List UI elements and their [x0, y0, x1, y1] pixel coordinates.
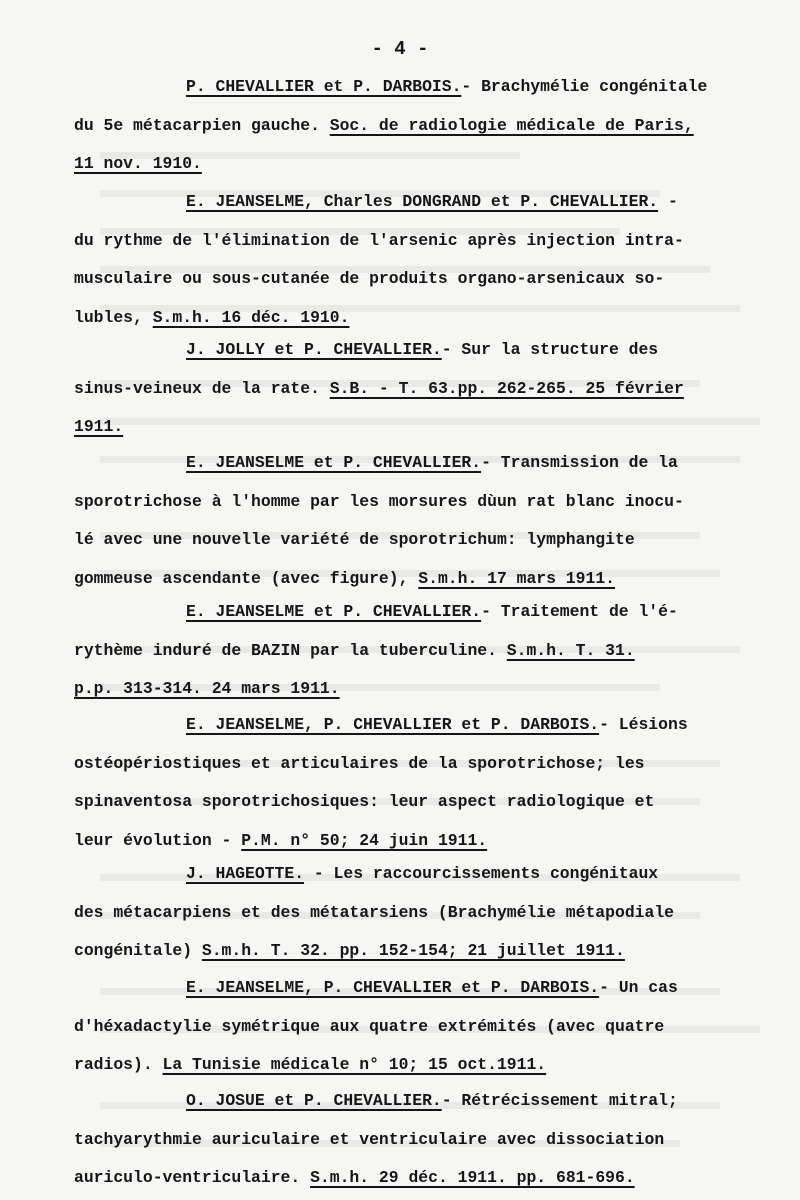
entry-title: congénitale) — [74, 941, 202, 960]
entry-title: radios). — [74, 1055, 163, 1074]
entry-reference: S.m.h. T. 31. — [506, 640, 635, 660]
bibliography-entry — [74, 68, 774, 184]
entry-line — [74, 331, 774, 370]
entry-line — [74, 145, 774, 184]
entry-title: sinus-veineux de la rate. — [74, 378, 330, 398]
entry-line: d'héxadactylie symétrique aux quatre extrémités (avec quatre — [74, 1016, 665, 1036]
entry-title: - Brachymélie congénitale — [461, 77, 708, 96]
entry-line: spinaventosa sporotrichosiques: leur aspect radiologique et — [74, 792, 655, 811]
entry-line — [74, 969, 774, 1008]
entry-reference: S.B. - T. 63.pp. 262-265. 25 février — [329, 378, 684, 398]
entry-line — [74, 107, 774, 146]
page-number: - 4 - — [371, 38, 429, 60]
entry-authors: O. JOSUE et P. CHEVALLIER. — [186, 1091, 442, 1110]
entry-line — [74, 855, 774, 894]
entry-authors: E. JEANSELME, Charles DONGRAND et P. CHEVALLIER. — [186, 192, 659, 211]
entry-reference: 1911. — [74, 417, 124, 436]
entry-line: des métacarpiens et des métatarsiens (Brachymélie métapodiale — [74, 902, 674, 922]
entry-line — [74, 670, 774, 709]
entry-title: - Sur la structure des — [441, 340, 659, 359]
entry-line — [74, 408, 774, 447]
bibliography-entry — [74, 593, 774, 709]
entry-line — [74, 68, 774, 107]
bibliography-entry — [74, 706, 774, 860]
entry-reference: S.m.h. T. 32. pp. 152-154; 21 juillet 1911. — [201, 941, 625, 960]
bibliography-entry — [74, 444, 774, 598]
entry-line — [74, 370, 774, 409]
entry-authors: J. HAGEOTTE. — [186, 864, 305, 883]
entry-title: leur évolution - — [74, 830, 242, 850]
bibliography-entry — [74, 183, 774, 337]
bibliography-entry — [74, 331, 774, 447]
entry-line — [74, 1046, 774, 1085]
entry-authors: E. JEANSELME et P. CHEVALLIER. — [186, 453, 482, 472]
entry-title: gommeuse ascendante (avec figure), — [74, 568, 419, 588]
entry-line: du rythme de l'élimination de l'arsenic après injection intra- — [74, 230, 684, 250]
bibliography-entry — [74, 1082, 774, 1198]
entry-line: lé avec une nouvelle variété de sporotrichum: lymphangite — [74, 530, 635, 549]
entry-title: du 5e métacarpien gauche. — [74, 115, 330, 135]
entry-reference: La Tunisie médicale n° 10; 15 oct.1911. — [162, 1055, 547, 1074]
entry-title: - Un cas — [599, 978, 678, 997]
entry-title: - Lésions — [599, 715, 688, 734]
entry-line — [74, 706, 774, 745]
entry-line: tachyarythmie auriculaire et ventriculaire avec dissociation — [74, 1129, 665, 1149]
entry-line — [74, 1082, 774, 1121]
entry-line — [74, 593, 774, 632]
entry-line — [74, 1159, 774, 1198]
entry-authors: P. CHEVALLIER et P. DARBOIS. — [186, 77, 462, 96]
entry-title: - Traitement de l'é- — [481, 602, 678, 621]
bibliography-entry — [74, 855, 774, 971]
entry-reference: P.M. n° 50; 24 juin 1911. — [241, 830, 488, 850]
entry-title: - — [658, 192, 678, 211]
entry-authors: E. JEANSELME et P. CHEVALLIER. — [186, 602, 482, 621]
entry-line: sporotrichose à l'homme par les morsures dùun rat blanc inocu- — [74, 491, 684, 511]
entry-line — [74, 632, 774, 671]
entry-authors: E. JEANSELME, P. CHEVALLIER et P. DARBOIS. — [186, 978, 600, 997]
entry-reference: S.m.h. 29 déc. 1911. pp. 681-696. — [310, 1168, 635, 1187]
entry-title: lubles, — [74, 307, 153, 327]
entry-title: - Rétrécissement mitral; — [441, 1091, 678, 1110]
entry-authors: E. JEANSELME, P. CHEVALLIER et P. DARBOIS. — [186, 715, 600, 734]
entry-authors: J. JOLLY et P. CHEVALLIER. — [186, 340, 442, 359]
bibliography-entry — [74, 969, 774, 1085]
entry-reference: 11 nov. 1910. — [74, 154, 202, 173]
entry-reference: S.m.h. 16 déc. 1910. — [152, 307, 350, 327]
entry-title: - Transmission de la — [481, 453, 678, 472]
entry-title: rythème induré de BAZIN par la tuberculine. — [74, 640, 507, 660]
entry-reference: Soc. de radiologie médicale de Paris, — [329, 115, 694, 135]
entry-line — [74, 932, 774, 971]
entry-line: ostéopériostiques et articulaires de la sporotrichose; les — [74, 753, 645, 773]
entry-line — [74, 183, 774, 222]
entry-title: - Les raccourcissements congénitaux — [304, 864, 659, 883]
entry-line — [74, 444, 774, 483]
entry-line: musculaire ou sous-cutanée de produits organo-arsenicaux so- — [74, 269, 665, 288]
entry-reference: S.m.h. 17 mars 1911. — [418, 568, 615, 588]
entry-title: auriculo-ventriculaire. — [74, 1168, 311, 1187]
entry-reference: p.p. 313-314. 24 mars 1911. — [74, 679, 340, 698]
